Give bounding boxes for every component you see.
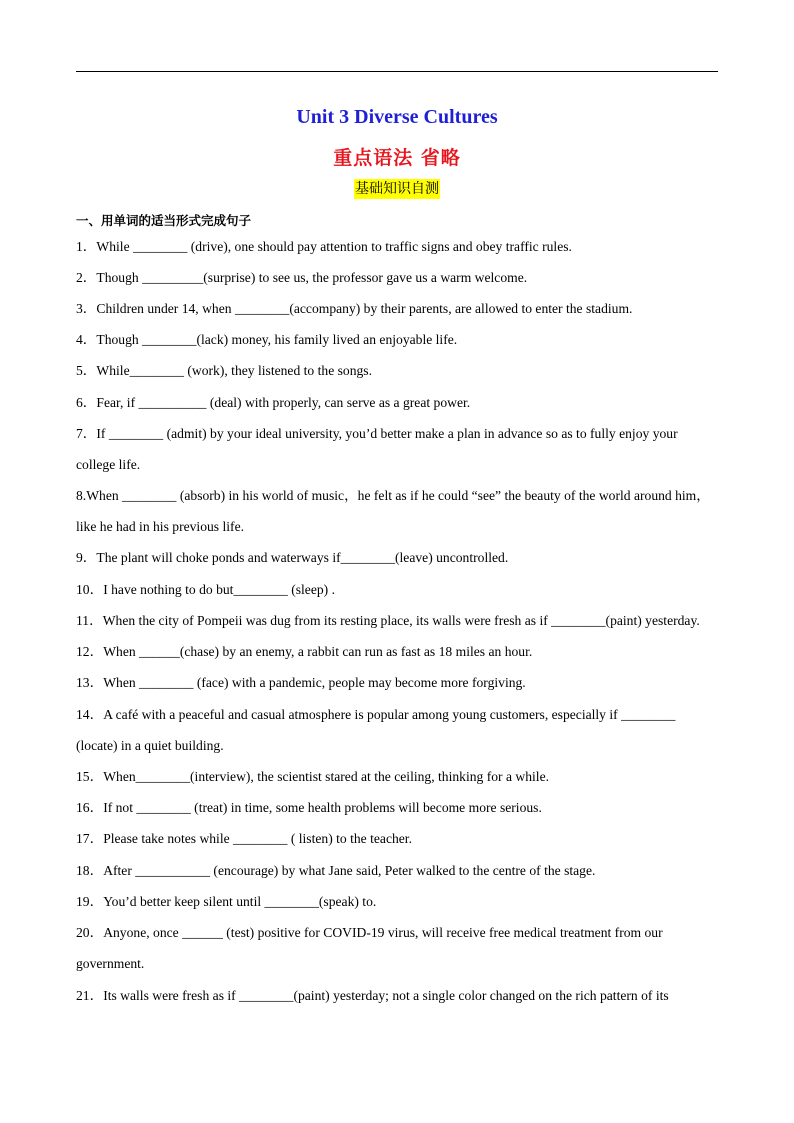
item-number: 1． (76, 239, 97, 254)
badge-container (0, 179, 794, 199)
item-text: If not ________ (treat) in time, some health problems will become more serious. (103, 800, 542, 815)
item-text: When ________ (absorb) in his world of music，he felt as if he could “see” the beauty of the world around him， (86, 488, 710, 503)
item-text: While________ (work), they listened to the songs. (96, 363, 372, 378)
exercise-item (76, 237, 726, 257)
exercise-item (76, 705, 726, 725)
item-number: 21． (76, 988, 104, 1003)
page-title: Unit 3 Diverse Cultures (296, 106, 498, 128)
exercise-item (76, 393, 726, 413)
item-text: Anyone, once ______ (test) positive for COVID-19 virus, will receive free medical treatment from our (103, 925, 663, 940)
item-number: 17． (76, 831, 104, 846)
item-number: 11． (76, 613, 103, 628)
exercise-item (76, 486, 726, 506)
item-number: 15． (76, 769, 104, 784)
item-text: When ______(chase) by an enemy, a rabbit can run as fast as 18 miles an hour. (103, 644, 533, 659)
exercise-item (76, 986, 726, 1006)
item-number: 9． (76, 550, 97, 565)
item-number: 10． (76, 582, 104, 597)
header-rule (76, 71, 718, 72)
item-text: The plant will choke ponds and waterways if________(leave) uncontrolled. (96, 550, 509, 565)
item-number: 18． (76, 863, 104, 878)
item-text: Its walls were fresh as if ________(paint) yesterday; not a single color changed on the rich pattern of its (103, 988, 669, 1003)
page-subtitle: 重点语法 省略 (333, 147, 461, 169)
item-text: While ________ (drive), one should pay attention to traffic signs and obey traffic rules. (96, 239, 572, 254)
exercise-item (76, 798, 726, 818)
item-text: You’d better keep silent until ________(speak) to. (103, 894, 377, 909)
exercise-item (76, 548, 726, 568)
item-number: 7． (76, 426, 97, 441)
exercise-item (76, 673, 726, 693)
item-text: When the city of Pompeii was dug from its resting place, its walls were fresh as if ________(paint) yesterday. (102, 613, 700, 628)
exercise-item (76, 767, 726, 787)
item-number: 14． (76, 707, 104, 722)
exercise-item (76, 642, 726, 662)
item-text: After ___________ (encourage) by what Jane said, Peter walked to the centre of the stage. (103, 863, 596, 878)
item-text: Though _________(surprise) to see us, the professor gave us a warm welcome. (96, 270, 528, 285)
item-text: When ________ (face) with a pandemic, people may become more forgiving. (103, 675, 526, 690)
item-number: 20． (76, 925, 104, 940)
exercise-item (76, 268, 726, 288)
item-text: When________(interview), the scientist stared at the ceiling, thinking for a while. (103, 769, 550, 784)
item-number: 8. (76, 488, 87, 503)
item-number: 2． (76, 270, 97, 285)
exercise-item (76, 829, 726, 849)
exercise-item-continuation: college life. (76, 457, 141, 472)
item-text: Please take notes while ________ ( listen) to the teacher. (103, 831, 412, 846)
item-text: Fear, if __________ (deal) with properly, can serve as a great power. (96, 395, 471, 410)
highlight-badge: 基础知识自测 (355, 181, 439, 197)
item-number: 4． (76, 332, 97, 347)
item-number: 3． (76, 301, 97, 316)
item-number: 13． (76, 675, 104, 690)
item-number: 16． (76, 800, 104, 815)
item-number: 12． (76, 644, 104, 659)
item-text: If ________ (admit) by your ideal university, you’d better make a plan in advance so as to fully enjoy your (96, 426, 678, 441)
exercise-item (76, 861, 726, 881)
exercise-item (76, 611, 726, 631)
section-heading: 一、用单词的适当形式完成句子 (76, 213, 252, 228)
item-text: Children under 14, when ________(accompany) by their parents, are allowed to enter the stadium. (96, 301, 633, 316)
exercise-item (76, 299, 726, 319)
exercise-item (76, 330, 726, 350)
item-text: Though ________(lack) money, his family lived an enjoyable life. (96, 332, 458, 347)
exercise-item-continuation: (locate) in a quiet building. (76, 738, 224, 753)
item-text: A café with a peaceful and casual atmosphere is popular among young customers, especially if ________ (103, 707, 676, 722)
exercise-item (76, 361, 726, 381)
item-number: 6． (76, 395, 97, 410)
exercise-item (76, 580, 726, 600)
item-number: 5． (76, 363, 97, 378)
exercise-item (76, 424, 726, 444)
exercise-item-continuation: government. (76, 956, 145, 971)
exercise-item (76, 923, 726, 943)
item-text: I have nothing to do but________ (sleep) . (103, 582, 335, 597)
exercise-item (76, 892, 726, 912)
item-number: 19． (76, 894, 104, 909)
exercise-item-continuation: like he had in his previous life. (76, 519, 244, 534)
